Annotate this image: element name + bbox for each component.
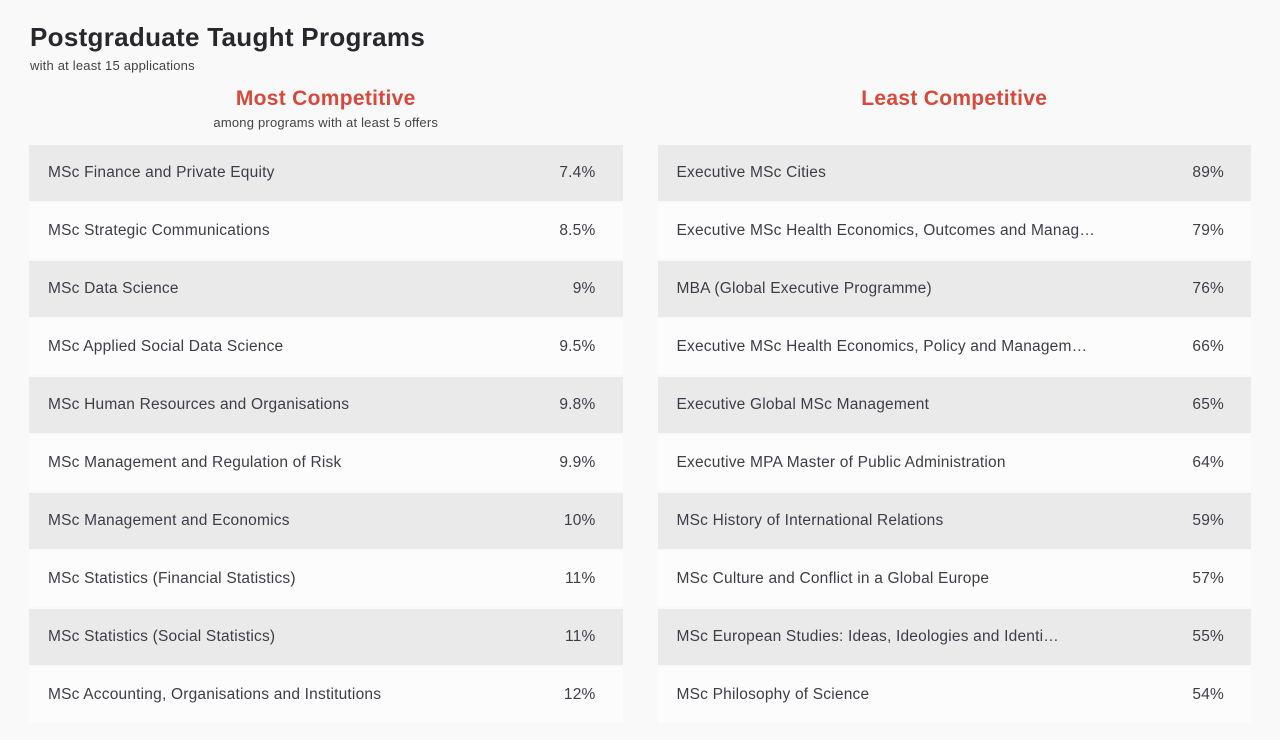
acceptance-rate: 55% [1192, 628, 1224, 645]
table-row [29, 609, 623, 665]
program-name: Executive MPA Master of Public Administration [676, 454, 1006, 471]
program-name: MSc Statistics (Social Statistics) [48, 628, 276, 645]
table-row [658, 667, 1252, 723]
column-title: Most Competitive [235, 87, 416, 110]
program-name: MSc European Studies: Ideas, Ideologies and Identi… [676, 628, 1059, 645]
table-row [658, 377, 1252, 433]
table-row [658, 493, 1252, 549]
program-list-most-competitive [29, 145, 623, 723]
page-header [0, 0, 1280, 73]
acceptance-rate: 59% [1192, 512, 1224, 529]
acceptance-rate: 7.4% [559, 164, 596, 181]
program-name: MSc Finance and Private Equity [48, 164, 275, 181]
comparison-columns [29, 87, 1251, 725]
acceptance-rate: 64% [1192, 454, 1224, 471]
acceptance-rate: 11% [565, 570, 596, 587]
table-row [29, 261, 623, 317]
acceptance-rate: 66% [1192, 338, 1224, 355]
acceptance-rate: 76% [1192, 280, 1224, 297]
column-header [658, 87, 1252, 145]
acceptance-rate: 65% [1192, 396, 1224, 413]
table-row [658, 145, 1252, 201]
program-name: Executive Global MSc Management [676, 396, 930, 413]
program-name: MBA (Global Executive Programme) [676, 280, 932, 297]
program-name: MSc Data Science [48, 280, 179, 297]
acceptance-rate: 9.5% [559, 338, 596, 355]
table-row [658, 203, 1252, 259]
table-row [29, 551, 623, 607]
program-name: MSc History of International Relations [676, 512, 944, 529]
table-row [29, 435, 623, 491]
acceptance-rate: 10% [563, 512, 596, 529]
table-row [29, 319, 623, 375]
column-title: Least Competitive [861, 87, 1048, 110]
table-row [658, 609, 1252, 665]
table-row [658, 261, 1252, 317]
acceptance-rate: 54% [1192, 686, 1224, 703]
table-row [29, 377, 623, 433]
program-name: MSc Human Resources and Organisations [48, 396, 350, 413]
page-subtitle: with at least 15 applications [30, 58, 195, 73]
column-most-competitive [29, 87, 623, 725]
page-title: Postgraduate Taught Programs [30, 22, 426, 52]
column-subtitle [658, 115, 1252, 131]
program-name: MSc Strategic Communications [48, 222, 270, 239]
acceptance-rate: 8.5% [559, 222, 596, 239]
column-least-competitive [658, 87, 1252, 725]
program-name: Executive MSc Cities [676, 164, 827, 181]
acceptance-rate: 9.8% [559, 396, 596, 413]
program-name: Executive MSc Health Economics, Policy and Managem… [676, 338, 1088, 355]
table-row [29, 203, 623, 259]
acceptance-rate: 79% [1192, 222, 1224, 239]
acceptance-rate: 89% [1192, 164, 1224, 181]
acceptance-rate: 9% [572, 280, 596, 297]
program-name: MSc Statistics (Financial Statistics) [48, 570, 296, 587]
program-name: MSc Accounting, Organisations and Institutions [48, 686, 382, 703]
column-header [29, 87, 623, 145]
program-name: MSc Management and Regulation of Risk [48, 454, 342, 471]
program-name: MSc Management and Economics [48, 512, 290, 529]
acceptance-rate: 12% [563, 686, 596, 703]
program-list-least-competitive [658, 145, 1252, 723]
table-row [658, 435, 1252, 491]
acceptance-rate: 9.9% [559, 454, 596, 471]
program-name: MSc Applied Social Data Science [48, 338, 284, 355]
table-row [29, 667, 623, 723]
program-name: Executive MSc Health Economics, Outcomes and Manag… [676, 222, 1096, 239]
acceptance-rate: 11% [565, 628, 596, 645]
program-name: MSc Culture and Conflict in a Global Europe [676, 570, 990, 587]
table-row [29, 145, 623, 201]
table-row [29, 493, 623, 549]
acceptance-rate: 57% [1192, 570, 1224, 587]
table-row [658, 319, 1252, 375]
column-subtitle: among programs with at least 5 offers [213, 115, 439, 130]
table-row [658, 551, 1252, 607]
program-name: MSc Philosophy of Science [676, 686, 870, 703]
